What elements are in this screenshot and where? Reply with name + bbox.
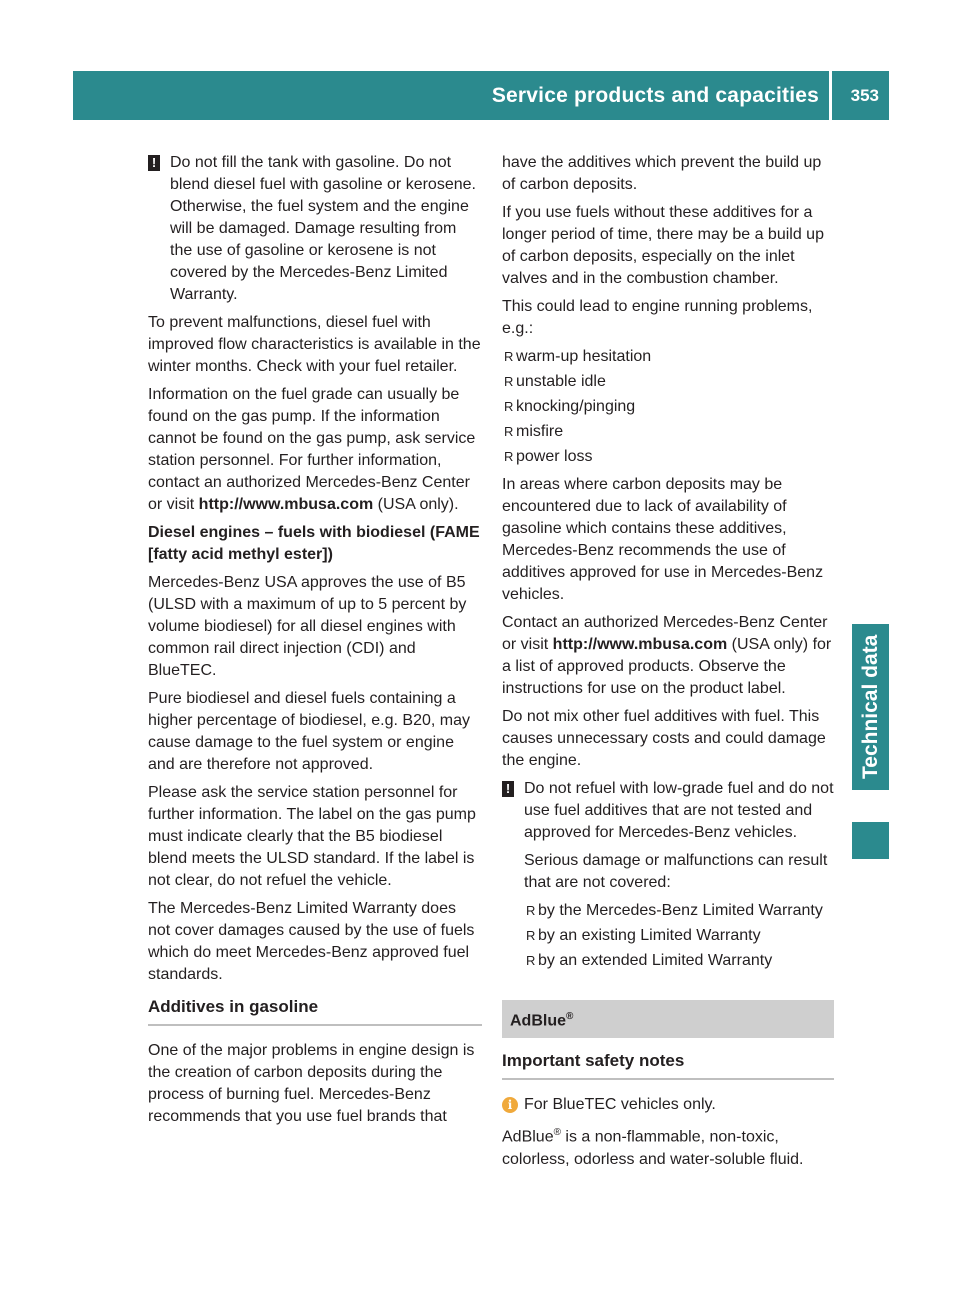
paragraph: In areas where carbon deposits may be encountered due to lack of availability of gasoline which contains these additives, Mercedes-Benz recommends the use of additives approved for use in Mercedes-Benz vehicles. xyxy=(502,476,824,603)
text: AdBlue xyxy=(502,1128,554,1146)
warning-text: Do not fill the tank with gasoline. Do not blend diesel fuel with gasoline or kerosene. Otherwise, the fuel system and the engine will be damaged. Damage resulting from the use of gasoline or kerosene is not covered by the Mercedes-Benz Limited Warranty. xyxy=(170,154,476,303)
paragraph xyxy=(502,612,834,700)
warning-text: Serious damage or malfunctions can result that are not covered: xyxy=(524,852,828,891)
info-text: For BlueTEC vehicles only. xyxy=(524,1096,716,1114)
warning-note xyxy=(502,778,834,972)
section-marker xyxy=(852,822,889,859)
paragraph xyxy=(148,384,482,516)
info-note xyxy=(502,1094,834,1116)
website-link[interactable]: http://www.mbusa.com xyxy=(198,496,374,513)
list-item: R unstable idle xyxy=(502,371,834,393)
paragraph xyxy=(502,1122,834,1170)
warning-text: Do not refuel with low-grade fuel and do not use fuel additives that are not tested and approved for Mercedes-Benz vehicles. xyxy=(524,780,834,841)
subheading-biodiesel: Diesel engines – fuels with biodiesel (FAME [fatty acid methyl ester]) xyxy=(148,524,480,563)
warning-icon: ! xyxy=(502,781,514,797)
paragraph: Pure biodiesel and diesel fuels containing a higher percentage of biodiesel, e.g. B20, may cause damage to the fuel system or engine and are therefore not approved. xyxy=(148,690,470,773)
list-item: R power loss xyxy=(502,446,834,468)
list-item: R warm-up hesitation xyxy=(502,346,834,368)
list-item: R by an existing Limited Warranty xyxy=(524,925,834,947)
text: (USA only). xyxy=(373,496,459,513)
left-column xyxy=(148,152,482,1134)
text: is a non-flammable, non-toxic, colorless, odorless and water-soluble fluid. xyxy=(502,1128,804,1168)
text: (USA only) for a list of approved products. Observe the instructions for use on the product label. xyxy=(502,636,832,697)
paragraph: The Mercedes-Benz Limited Warranty does not cover damages caused by the use of fuels which do meet Mercedes-Benz approved fuel standards. xyxy=(148,900,475,983)
problem-list xyxy=(502,346,834,468)
header-bar xyxy=(73,71,889,120)
section-heading-safety: Important safety notes xyxy=(502,1050,834,1080)
paragraph: One of the major problems in engine design is the creation of carbon deposits during the process of burning fuel. Mercedes-Benz recommends that you use fuel brands that xyxy=(148,1042,475,1125)
section-heading-additives: Additives in gasoline xyxy=(148,996,482,1026)
warranty-list xyxy=(524,900,834,972)
list-item: R by an extended Limited Warranty xyxy=(524,950,834,972)
page-number: 353 xyxy=(850,86,879,105)
text: Contact an authorized Mercedes-Benz Center or visit xyxy=(502,614,828,653)
warning-icon: ! xyxy=(148,155,160,171)
text: Information on the fuel grade can usually be found on the gas pump. If the information cannot be found on the gas pump, ask service station personnel. For further information, contact an authorized Mercedes-Benz Center or visit xyxy=(148,386,476,513)
registered-mark: ® xyxy=(566,1011,574,1022)
paragraph: This could lead to engine running problems, e.g.: xyxy=(502,298,813,337)
registered-mark: ® xyxy=(553,1127,561,1139)
section-tab-label: Technical data xyxy=(859,634,882,780)
warning-note xyxy=(148,152,482,306)
heading-text: AdBlue xyxy=(510,1012,566,1030)
info-icon: i xyxy=(502,1097,518,1113)
header-divider xyxy=(829,71,832,120)
paragraph: have the additives which prevent the build up of carbon deposits. xyxy=(502,154,822,193)
list-item: R by the Mercedes-Benz Limited Warranty xyxy=(524,900,834,922)
right-column xyxy=(502,152,834,1177)
website-link[interactable]: http://www.mbusa.com xyxy=(552,636,728,653)
page-title: Service products and capacities xyxy=(491,84,819,107)
paragraph: Please ask the service station personnel for further information. The label on the gas pump must indicate clearly that the B5 biodiesel blend meets the ULSD standard. If the label is not clear, do not refuel the vehicle. xyxy=(148,784,476,889)
list-item: R knocking/pinging xyxy=(502,396,834,418)
paragraph: To prevent malfunctions, diesel fuel with improved flow characteristics is available in the winter months. Check with your fuel retailer. xyxy=(148,314,481,375)
list-item: R misfire xyxy=(502,421,834,443)
paragraph: Mercedes-Benz USA approves the use of B5 (ULSD with a maximum of up to 5 percent by volume biodiesel) for all diesel engines with common rail direct injection (CDI) and BlueTEC. xyxy=(148,574,467,679)
section-heading-adblue xyxy=(502,1000,834,1038)
paragraph: If you use fuels without these additives for a longer period of time, there may be a build up of carbon deposits, especially on the inlet valves and in the combustion chamber. xyxy=(502,204,824,287)
paragraph: Do not mix other fuel additives with fuel. This causes unnecessary costs and could damage the engine. xyxy=(502,708,826,769)
